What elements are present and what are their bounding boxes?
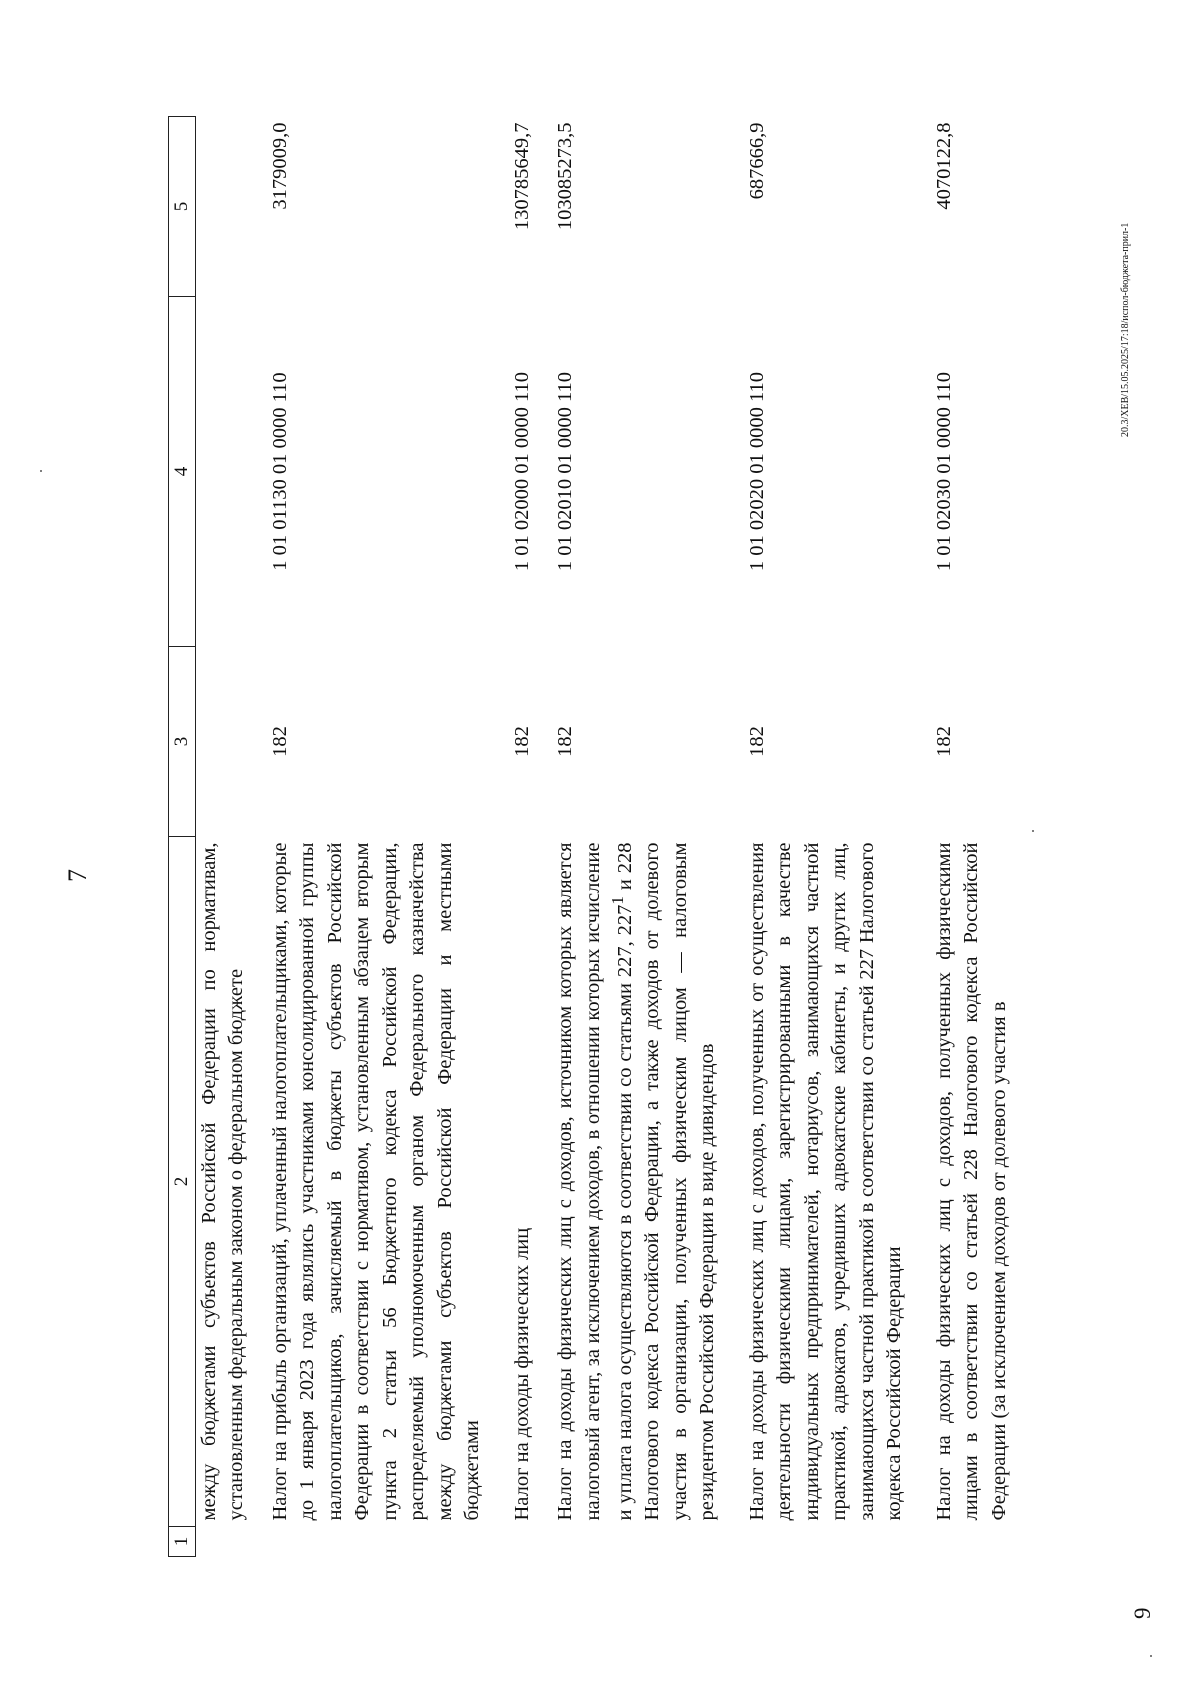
revenue-description: между бюджетами субъектов Российской Федерации по нормативам, установленным федеральным законом о федеральном бюджете: [198, 842, 248, 1521]
amount: 4070122,8: [932, 122, 955, 210]
kbk-code: [196, 297, 251, 647]
table-row: [744, 117, 909, 1557]
table-row: [267, 117, 487, 1557]
table-row: [552, 117, 722, 1557]
amount: 103085273,5: [554, 122, 577, 231]
column-header: 1: [169, 1527, 196, 1557]
kbk-code: 1 01 02030 01 0000 110: [932, 371, 955, 572]
amount: 3179009,0: [268, 122, 291, 210]
sheet-number: 9: [1130, 1607, 1155, 1619]
column-header: 3: [169, 647, 196, 837]
admin-code: 182: [745, 726, 768, 757]
admin-code: 182: [268, 726, 291, 757]
budget-revenue-table: [168, 116, 1013, 1557]
kbk-code: 1 01 01130 01 0000 110: [268, 372, 291, 571]
document-stamp: 20.3/XEB/15.05.2025/17:18/испол-бюджета-прил-1: [1120, 222, 1131, 437]
table-row: [931, 117, 1013, 1557]
revenue-description: Налог на доходы физических лиц с доходов, полученных от осуществления деятельности физическими лицами, зарегистрированными в качестве индивидуальных предпринимателей, нотариусов, занимающихся частной практикой, адвокатов, учредивших адвокатские кабинеты, и других лиц, занимающихся частной практикой в соответствии со статьей 227 Налогового кодекса Российской Федерации: [745, 842, 906, 1521]
admin-code: 182: [554, 726, 577, 757]
kbk-code: 1 01 02010 01 0000 110: [554, 371, 577, 572]
scan-speck: [40, 470, 42, 472]
revenue-description: Налог на прибыль организаций, уплаченный налогоплательщиками, которые до 1 января 2023 года являлись участниками консолидированной группы налогоплательщиков, зачисляемый в бюджеты субъектов Российской Федерации в соответствии с нормативом, установленным абзацем вторым пункта 2 статьи 56 Бюджетного кодекса Российской Федерации, распределяемый уполномоченным органом Федерального казначейства между бюджетами субъектов Российской Федерации и местными бюджетами: [268, 842, 484, 1521]
admin-code: [196, 647, 251, 837]
admin-code: 182: [510, 726, 533, 757]
table-header-row: [169, 117, 196, 1557]
column-header: 4: [169, 297, 196, 647]
superscript-index: 1: [608, 896, 628, 905]
kbk-code: 1 01 02020 01 0000 110: [745, 371, 768, 572]
table-row: [196, 117, 251, 1557]
column-header: 5: [169, 117, 196, 297]
amount: 130785649,7: [510, 122, 533, 231]
admin-code: 182: [932, 726, 955, 757]
revenue-description: Налог на доходы физических лиц с доходов, полученных физическими лицами в соответствии со статьей 228 Налогового кодекса Российской Федерации (за исключением доходов от долевого участия в: [932, 842, 1010, 1521]
amount: 687666,9: [745, 122, 768, 200]
column-header: 2: [169, 837, 196, 1527]
revenue-description: Налог на доходы физических лиц: [510, 1227, 533, 1521]
kbk-code: 1 01 02000 01 0000 110: [510, 371, 533, 572]
table-row: [509, 117, 536, 1557]
scan-speck: [1150, 1655, 1152, 1657]
page-number: 7: [63, 869, 92, 882]
amount: [196, 117, 251, 297]
scan-speck: [1032, 830, 1034, 832]
revenue-description: Налог на доходы физических лиц с доходов, источником которых является налоговый агент, за исключением доходов, в отношении которых исчисление и уплата налога осуществляются в соответствии со статьями 227, $227^1$ и 228 Налогового кодекса Российской Федерации, а также доходов от долевого участия в организации, полученных физическим лицом — налоговым резидентом Российской Федерации в виде дивидендов: [554, 842, 719, 1521]
